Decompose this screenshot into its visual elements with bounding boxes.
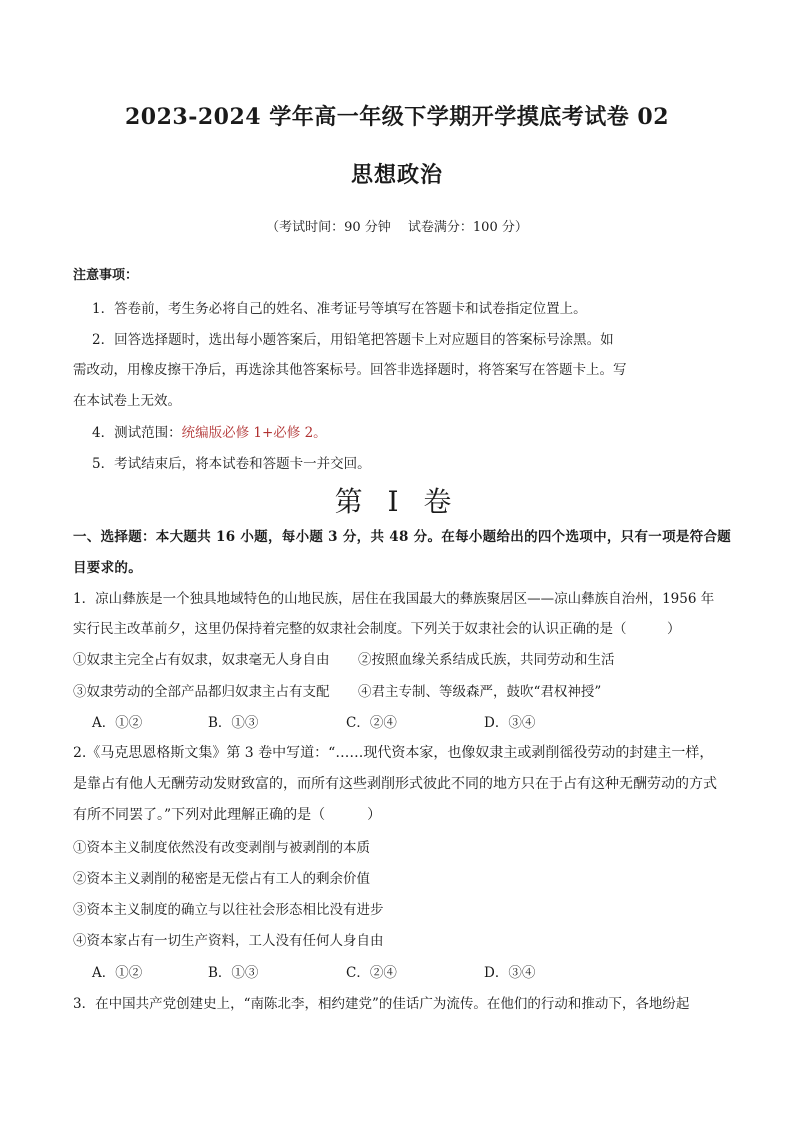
- section-heading: 一、选择题：本大题共 16 小题，每小题 3 分，共 48 分。在每小题给出的四个选项中，只有一项是符合题: [73, 529, 732, 545]
- notice-item-4-label: 4．测试范围：: [92, 425, 182, 441]
- notice-item-4: [92, 421, 327, 441]
- q1-stem-line1: 1．凉山彝族是一个独具地域特色的山地民族，居住在我国最大的彝族聚居区——凉山彝族自治州，1956 年: [73, 591, 715, 607]
- q2-statement-4: ④资本家占有一切生产资料，工人没有任何人身自由: [73, 933, 384, 949]
- q1-statement-4: ④君主专制、等级森严，鼓吹“君权神授”: [358, 684, 602, 700]
- q2-statement-1: ①资本主义制度依然没有改变剥削与被剥削的本质: [73, 840, 370, 856]
- notice-heading: 注意事项：: [73, 268, 139, 283]
- exam-title: 2023-2024 学年高一年级下学期开学摸底考试卷 02: [124, 104, 670, 130]
- q2-option-d[interactable]: D．③④: [484, 965, 536, 981]
- q1-statement-2: ②按照血缘关系结成氏族，共同劳动和生活: [358, 652, 615, 668]
- exam-info: （考试时间：90 分钟 试卷满分：100 分）: [266, 220, 528, 235]
- q3-stem-line1: 3．在中国共产党创建史上，“南陈北李，相约建党”的佳话广为流传。在他们的行动和推动下，各地纷起: [73, 996, 690, 1012]
- section-heading-cont: 目要求的。: [73, 560, 142, 576]
- q1-option-a[interactable]: A．①②: [92, 715, 143, 731]
- q1-stem-line2: 实行民主改革前夕，这里仍保持着完整的奴隶社会制度。下列关于奴隶社会的认识正确的是（ ）: [73, 621, 681, 637]
- notice-item-5: 5．考试结束后，将本试卷和答题卡一并交回。: [92, 456, 371, 472]
- q1-statement-3: ③奴隶劳动的全部产品都归奴隶主占有支配: [73, 684, 330, 700]
- test-scope: 统编版必修 1+必修 2。: [181, 425, 327, 441]
- q1-option-d[interactable]: D．③④: [484, 715, 536, 731]
- q2-stem-line2: 是靠占有他人无酬劳动发财致富的，而所有这些剥削形式彼此不同的地方只在于占有这种无酬劳动的方式: [73, 776, 717, 792]
- q2-statement-3: ③资本主义制度的确立与以往社会形态相比没有进步: [73, 902, 384, 918]
- q1-option-c[interactable]: C．②④: [346, 715, 397, 731]
- notice-item-2-end: 在本试卷上无效。: [73, 393, 181, 409]
- subject-title: 思想政治: [350, 162, 443, 188]
- q2-statement-2: ②资本主义剥削的秘密是无偿占有工人的剩余价值: [73, 871, 370, 887]
- q2-option-c[interactable]: C．②④: [346, 965, 397, 981]
- volume-title: 第 I 卷: [334, 485, 460, 518]
- notice-item-1: 1．答卷前，考生务必将自己的姓名、准考证号等填写在答题卡和试卷指定位置上。: [92, 301, 587, 317]
- q1-option-b[interactable]: B．①③: [208, 715, 259, 731]
- q2-option-b[interactable]: B．①③: [208, 965, 259, 981]
- notice-item-2: 2．回答选择题时，选出每小题答案后，用铅笔把答题卡上对应题目的答案标号涂黑。如: [92, 332, 614, 348]
- q2-stem-line1: 2.《马克思恩格斯文集》第 3 卷中写道：“……现代资本家，也像奴隶主或剥削徭役劳动的封建主一样，: [73, 745, 714, 761]
- q2-option-a[interactable]: A．①②: [92, 965, 143, 981]
- notice-item-2-cont: 需改动，用橡皮擦干净后，再选涂其他答案标号。回答非选择题时，将答案写在答题卡上。写: [73, 362, 627, 378]
- q2-stem-line3: 有所不同罢了。”下列对此理解正确的是（ ）: [73, 807, 382, 823]
- q1-statement-1: ①奴隶主完全占有奴隶，奴隶毫无人身自由: [73, 652, 330, 668]
